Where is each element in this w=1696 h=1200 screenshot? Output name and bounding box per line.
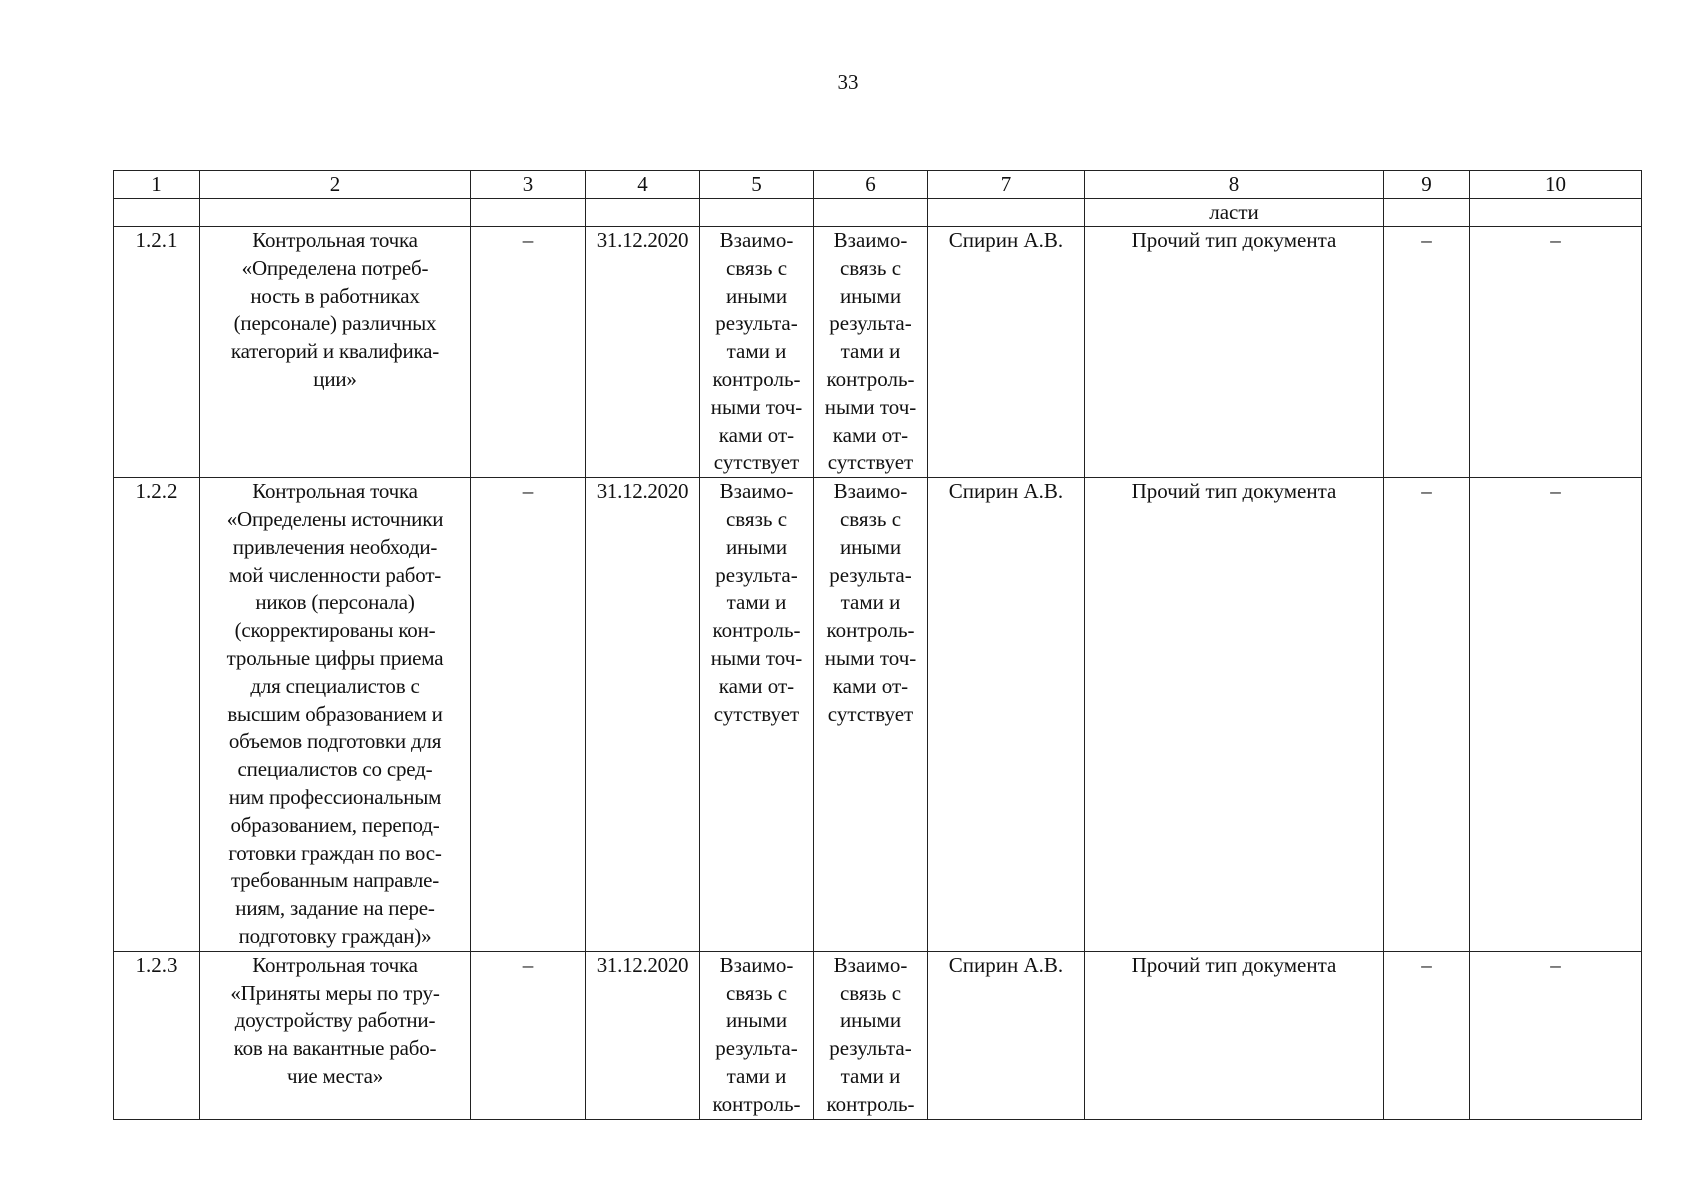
control-points-table <box>113 170 1642 1120</box>
cell-col5: Взаимо- связь с иными результа- тами и контроль- ными точ- ками от- сутствует <box>700 478 814 952</box>
continuation-cell: ласти <box>1085 199 1384 227</box>
cell-col9: – <box>1384 227 1470 478</box>
responsible-person: Спирин А.В. <box>928 227 1085 478</box>
cell-col6: Взаимо- связь с иными результа- тами и контроль- ными точ- ками от- сутствует <box>814 478 928 952</box>
control-point-name: Контрольная точка «Определена потреб- ность в работниках (персонале) различных категорий и квалифика- ции» <box>200 227 471 478</box>
continuation-cell <box>928 199 1085 227</box>
header-row <box>114 171 1642 199</box>
document-type: Прочий тип документа <box>1085 478 1384 952</box>
continuation-cell <box>586 199 700 227</box>
continuation-cell <box>814 199 928 227</box>
continuation-cell <box>471 199 586 227</box>
responsible-person: Спирин А.В. <box>928 951 1085 1119</box>
deadline-date: 31.12.2020 <box>586 478 700 952</box>
cell-col10: – <box>1470 951 1642 1119</box>
column-header: 9 <box>1384 171 1470 199</box>
table-row <box>114 227 1642 478</box>
continuation-cell <box>700 199 814 227</box>
column-header: 2 <box>200 171 471 199</box>
cell-col3: – <box>471 951 586 1119</box>
cell-col3: – <box>471 478 586 952</box>
continuation-cell <box>1470 199 1642 227</box>
deadline-date: 31.12.2020 <box>586 951 700 1119</box>
column-header: 3 <box>471 171 586 199</box>
column-header: 6 <box>814 171 928 199</box>
continuation-row <box>114 199 1642 227</box>
control-point-name: Контрольная точка «Определены источники привлечения необходи- мой численности работ- ников (персонала) (скорректированы кон- трольные цифры приема для специалистов с высшим образованием и объемов подготовки для специалистов со сред- ним профессиональным образованием, перепод- готовки граждан по вос- требованным направле- ниям, задание на пере- подготовку граждан)» <box>200 478 471 952</box>
column-header: 8 <box>1085 171 1384 199</box>
cell-col9: – <box>1384 951 1470 1119</box>
row-number: 1.2.2 <box>114 478 200 952</box>
deadline-date: 31.12.2020 <box>586 227 700 478</box>
cell-col5: Взаимо- связь с иными результа- тами и контроль- ными точ- ками от- сутствует <box>700 227 814 478</box>
responsible-person: Спирин А.В. <box>928 478 1085 952</box>
cell-col10: – <box>1470 478 1642 952</box>
cell-col3: – <box>471 227 586 478</box>
cell-col6: Взаимо- связь с иными результа- тами и контроль- ными точ- ками от- сутствует <box>814 227 928 478</box>
cell-col10: – <box>1470 227 1642 478</box>
column-header: 10 <box>1470 171 1642 199</box>
column-header: 7 <box>928 171 1085 199</box>
row-number: 1.2.1 <box>114 227 200 478</box>
page-number: 33 <box>837 70 859 94</box>
continuation-cell <box>1384 199 1470 227</box>
column-header: 4 <box>586 171 700 199</box>
column-header: 1 <box>114 171 200 199</box>
continuation-cell <box>200 199 471 227</box>
cell-col5: Взаимо- связь с иными результа- тами и контроль- <box>700 951 814 1119</box>
continuation-cell <box>114 199 200 227</box>
document-type: Прочий тип документа <box>1085 227 1384 478</box>
table-row <box>114 478 1642 952</box>
control-point-name: Контрольная точка «Приняты меры по тру- доустройству работни- ков на вакантные рабо- чие места» <box>200 951 471 1119</box>
cell-col6: Взаимо- связь с иными результа- тами и контроль- <box>814 951 928 1119</box>
cell-col9: – <box>1384 478 1470 952</box>
column-header: 5 <box>700 171 814 199</box>
row-number: 1.2.3 <box>114 951 200 1119</box>
table-row <box>114 951 1642 1119</box>
document-type: Прочий тип документа <box>1085 951 1384 1119</box>
